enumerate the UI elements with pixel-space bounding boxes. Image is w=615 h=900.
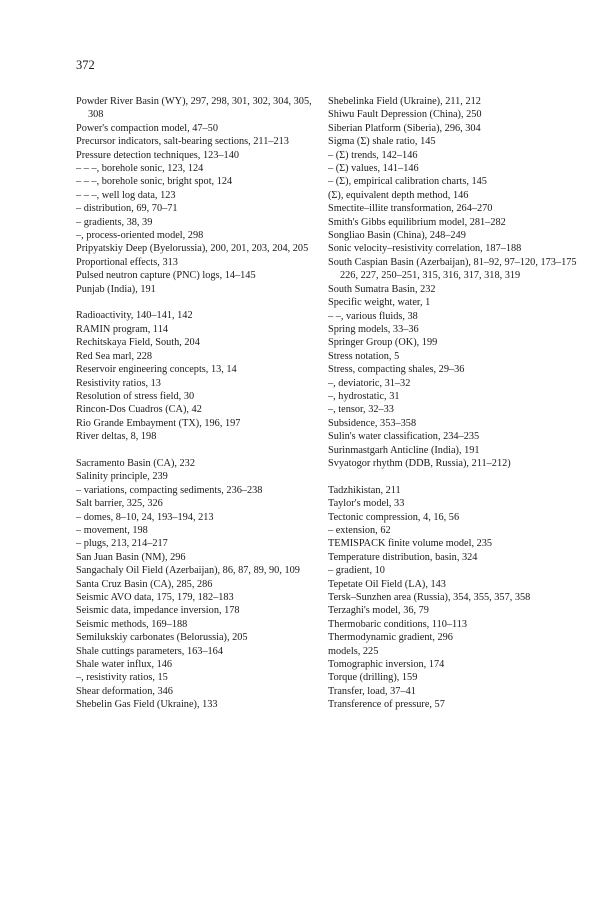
index-entry: Tectonic compression, 4, 16, 56 — [328, 511, 460, 523]
index-entry: Svyatogor rhythm (DDB, Russia), 211–212) — [328, 457, 511, 469]
index-entry: Seismic data, impedance inversion, 178 — [76, 605, 240, 617]
index-entry: – gradient, 10 — [328, 565, 385, 577]
index-entry: – (Σ) values, 141–146 — [328, 163, 419, 175]
index-entry: Shear deformation, 346 — [76, 685, 173, 697]
index-entry: Precursor indicators, salt-bearing sections, 211–213 — [76, 136, 289, 148]
index-entry: –, resistivity ratios, 15 — [76, 672, 168, 684]
index-entry: Tomographic inversion, 174 — [328, 659, 445, 671]
index-column-right — [328, 95, 590, 712]
index-column-left — [76, 95, 328, 712]
index-entry: Surinmastgarh Anticline (India), 191 — [328, 444, 480, 456]
index-entry: Resistivity ratios, 13 — [76, 377, 161, 389]
index-entry: Sacramento Basin (CA), 232 — [76, 457, 195, 469]
index-entry: – movement, 198 — [76, 524, 148, 536]
index-entry: Taylor's model, 33 — [328, 498, 405, 510]
index-entry: Tepetate Oil Field (LA), 143 — [328, 578, 446, 590]
index-entry: Shiwu Fault Depression (China), 250 — [328, 109, 482, 121]
index-entry: Pulsed neutron capture (PNC) logs, 14–145 — [76, 270, 256, 282]
index-entry: Pripyatskiy Deep (Byelorussia), 200, 201, 203, 204, 205 — [76, 243, 309, 255]
index-entry: Sonic velocity–resistivity correlation, 187–188 — [328, 243, 522, 255]
index-entry: River deltas, 8, 198 — [76, 431, 157, 443]
index-entry: Transference of pressure, 57 — [328, 699, 445, 711]
index-entry: Springer Group (OK), 199 — [328, 337, 438, 349]
index-entry: Smectite–illite transformation, 264–270 — [328, 203, 493, 215]
index-entry: Siberian Platform (Siberia), 296, 304 — [328, 122, 481, 134]
index-entry: – extension, 62 — [328, 524, 391, 536]
index-entry: Temperature distribution, basin, 324 — [328, 551, 478, 563]
index-entry: – distribution, 69, 70–71 — [76, 203, 178, 215]
index-entry: (Σ), equivalent depth method, 146 — [328, 189, 469, 201]
index-entry: Red Sea marl, 228 — [76, 350, 153, 362]
index-entry: San Juan Basin (NM), 296 — [76, 551, 186, 563]
index-entry: Salt barrier, 325, 326 — [76, 498, 163, 510]
section-gap — [328, 470, 590, 483]
index-entry: Powder River Basin (WY), 297, 298, 301, 302, 304, 305, 308 — [76, 96, 312, 121]
index-entry: –, deviatoric, 31–32 — [328, 377, 411, 389]
index-entry: – – –, borehole sonic, bright spot, 124 — [76, 176, 233, 188]
index-entry: Semilukskiy carbonates (Belorussia), 205 — [76, 632, 248, 644]
index-entry: Torque (drilling), 159 — [328, 672, 418, 684]
index-entry: Resolution of stress field, 30 — [76, 390, 195, 402]
index-entry: – – –, borehole sonic, 123, 124 — [76, 163, 204, 175]
index-entry: – (Σ), empirical calibration charts, 145 — [328, 176, 487, 188]
index-entry: South Sumatra Basin, 232 — [328, 283, 436, 295]
index-entry: Sulin's water classification, 234–235 — [328, 431, 480, 443]
index-entry: South Caspian Basin (Azerbaijan), 81–92, 97–120, 173–175 226, 227, 250–251, 315, 316, 317, 318, 319 — [328, 256, 577, 282]
index-entry: RAMIN program, 114 — [76, 323, 168, 335]
index-entry: Proportional effects, 313 — [76, 256, 178, 268]
index-entry: Songliao Basin (China), 248–249 — [328, 230, 466, 242]
index-entry: – domes, 8–10, 24, 193–194, 213 — [76, 511, 214, 523]
index-entry: Rincon-Dos Cuadros (CA), 42 — [76, 404, 202, 416]
section-gap — [76, 296, 328, 309]
index-entry: Tadzhikistan, 211 — [328, 484, 401, 496]
index-entry: – – –, well log data, 123 — [76, 189, 176, 201]
index-entry: Sangachaly Oil Field (Azerbaijan), 86, 87, 89, 90, 109 — [76, 565, 300, 577]
index-entry: –, hydrostatic, 31 — [328, 390, 400, 402]
index-entry: Subsidence, 353–358 — [328, 417, 417, 429]
index-entry: – plugs, 213, 214–217 — [76, 538, 168, 550]
index-entry: Spring models, 33–36 — [328, 323, 419, 335]
index-entry: Seismic methods, 169–188 — [76, 618, 188, 630]
index-entry: – variations, compacting sediments, 236–238 — [76, 484, 263, 496]
index-entry: Tersk–Sunzhen area (Russia), 354, 355, 357, 358 — [328, 592, 531, 604]
index-entry: Stress notation, 5 — [328, 350, 400, 362]
index-entry: models, 225 — [328, 645, 379, 657]
index-entry: Stress, compacting shales, 29–36 — [328, 364, 465, 376]
index-entry: Seismic AVO data, 175, 179, 182–183 — [76, 592, 234, 603]
index-entry: Shale cuttings parameters, 163–164 — [76, 645, 223, 657]
index-entry: – (Σ) trends, 142–146 — [328, 149, 418, 161]
index-entry: Sigma (Σ) shale ratio, 145 — [328, 136, 436, 148]
index-entry: Thermobaric conditions, 110–113 — [328, 618, 468, 630]
index-entry: Thermodynamic gradient, 296 — [328, 632, 453, 644]
index-entry: Reservoir engineering concepts, 13, 14 — [76, 364, 237, 376]
index-entry: Shebelin Gas Field (Ukraine), 133 — [76, 699, 218, 711]
index-entry: Santa Cruz Basin (CA), 285, 286 — [76, 578, 213, 590]
index-entry: Power's compaction model, 47–50 — [76, 122, 218, 134]
index-entry: Pressure detection techniques, 123–140 — [76, 149, 239, 161]
index-entry: Salinity principle, 239 — [76, 471, 168, 483]
index-entry: Specific weight, water, 1 — [328, 297, 431, 309]
index-entry: Radioactivity, 140–141, 142 — [76, 310, 193, 322]
index-entry: Shale water influx, 146 — [76, 659, 173, 671]
index-entry: Punjab (India), 191 — [76, 283, 156, 295]
index-entry: TEMISPACK finite volume model, 235 — [328, 538, 493, 550]
index-entry: – gradients, 38, 39 — [76, 216, 153, 228]
page-number: 372 — [76, 58, 95, 72]
index-entry: –, tensor, 32–33 — [328, 404, 394, 416]
section-gap — [76, 444, 328, 457]
index-entry: Shebelinka Field (Ukraine), 211, 212 — [328, 96, 481, 107]
index-entry: Transfer, load, 37–41 — [328, 685, 416, 697]
index-entry: Rio Grande Embayment (TX), 196, 197 — [76, 417, 241, 429]
index-entry: Rechitskaya Field, South, 204 — [76, 337, 200, 349]
index-entry: – –, various fluids, 38 — [328, 310, 418, 322]
index-entry: Smith's Gibbs equilibrium model, 281–282 — [328, 216, 506, 228]
index-entry: –, process-oriented model, 298 — [76, 230, 204, 242]
index-entry: Terzaghi's model, 36, 79 — [328, 605, 429, 617]
